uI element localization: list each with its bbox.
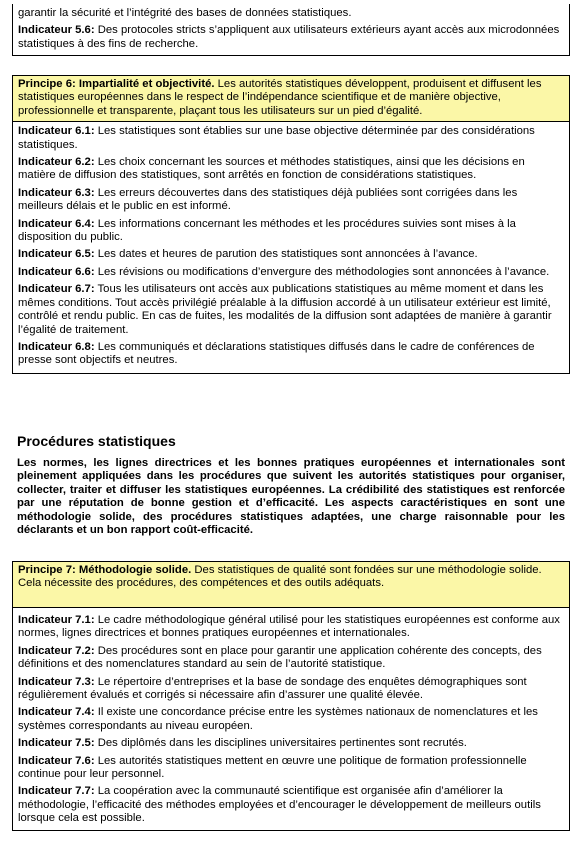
item-text: Des procédures sont en place pour garantir une application cohérente des concepts, des définitions et des nomenclatures standard au sein de l’autorité statistique. [18, 644, 542, 671]
list-item [13, 752, 569, 783]
item-label: Indicateur 6.8: [18, 340, 95, 353]
item-text: Le cadre méthodologique général utilisé pour les statistiques européennes est conforme aux normes, lignes directrices et bonnes pratiques européennes et internationales. [18, 614, 560, 640]
list-item [13, 734, 569, 751]
item-label: Indicateur 6.3: [18, 186, 95, 199]
item-text: Les statistiques sont établies sur une base objective déterminée par des considérations statistiques. [18, 125, 535, 151]
item-label: Indicateur 6.5: [18, 248, 95, 261]
item-label: Indicateur 7.6: [18, 754, 95, 767]
list-item [13, 245, 569, 262]
section-title: Procédures statistiques [17, 433, 176, 449]
item-text: Il existe une concordance précise entre les systèmes nationaux de nomenclatures et les systèmes correspondants au niveau européen. [18, 706, 538, 732]
list-item [13, 673, 569, 704]
list-item [13, 280, 569, 338]
list-item [13, 338, 569, 369]
principle-7-title: Principe 7: Méthodologie solide. [18, 564, 192, 576]
principle-7-header [13, 562, 569, 608]
list-item [13, 263, 569, 280]
item-label: Indicateur 7.5: [18, 737, 95, 750]
list-item [13, 782, 569, 826]
item-text: Les choix concernant les sources et méthodes statistiques, ainsi que les décisions en matière de diffusion des statistiques, sont arrêtés en fonction de considérations statistiques. [18, 156, 525, 182]
item-text: Les autorités statistiques mettent en œuvre une politique de formation professionnelle continue pour leur personnel. [18, 754, 527, 781]
item-text: La coopération avec la communauté scientifique est organisée afin d’améliorer la méthodologie, l’efficacité des méthodes employées et d’encourager le développement de meilleurs outils lorsque cela est possible. [18, 785, 541, 825]
list-item [13, 215, 569, 246]
list-item [13, 21, 569, 52]
list-item [13, 153, 569, 184]
list-item [13, 184, 569, 215]
list-item [13, 4, 569, 21]
item-text: Des protocoles stricts s’appliquent aux utilisateurs extérieurs ayant accès aux microdonnées statistiques à des fins de recherche. [18, 24, 560, 50]
principle-7-text: Des statistiques de qualité sont fondées sur une méthodologie solide. Cela nécessite des procédures, des compétences et des outils adéquats. [18, 564, 542, 590]
item-label: Indicateur 7.1: [18, 614, 95, 626]
item-text: Les dates et heures de parution des statistiques sont annoncées à l’avance. [94, 248, 478, 261]
principle-6-text: Les autorités statistiques développent, produisent et diffusent les statistiques européennes dans le respect de l’indépendance scientifique et de manière objective, professionnelle et transparente, plaçant tous les utilisateurs sur un pied d’égalité. [18, 78, 542, 117]
item-text: Les révisions ou modifications d’envergure des méthodologies sont annoncées à l’avance. [94, 265, 550, 278]
list-item [13, 122, 569, 153]
principle-6-header [13, 76, 569, 122]
item-label: Indicateur 5.6: [18, 24, 95, 37]
list-item [13, 703, 569, 734]
item-label: Indicateur 7.2: [18, 644, 95, 657]
principle-6-title: Principe 6: Impartialité et objectivité. [18, 78, 215, 90]
item-text: garantir la sécurité et l’intégrité des bases de données statistiques. [18, 7, 352, 19]
section-intro: Les normes, les lignes directrices et les bonnes pratiques européennes et internationales sont pleinement appliquées dans les procédures que suivent les autorités statistiques pour organiser, collecter, traiter et diffuser les statistiques européennes. La crédibilité des statistiques est renforcée par une réputation de bonne gestion et d’efficacité. Les aspects caractéristiques en sont une méthodologie solide, des procédures statistiques adaptées, une charge raisonnable pour les déclarants et un bon rapport coût-efficacité. [17, 457, 565, 537]
item-label: Indicateur 7.4: [18, 706, 95, 719]
item-label: Indicateur 7.3: [18, 675, 95, 688]
item-label: Indicateur 6.1: [18, 125, 95, 138]
item-label: Indicateur 6.2: [18, 156, 95, 169]
item-label: Indicateur 6.4: [18, 217, 95, 230]
principle-7-box [12, 561, 570, 831]
item-text: Les erreurs découvertes dans des statistiques déjà publiées sont corrigées dans les meilleurs délais et le public en est informé. [18, 186, 518, 213]
item-label: Indicateur 7.7: [18, 785, 95, 798]
item-text: Le répertoire d’entreprises et la base de sondage des enquêtes démographiques sont régulièrement évalués et corrigés si nécessaire afin d’assurer une qualité élevée. [18, 675, 527, 702]
list-item [13, 642, 569, 673]
principle-6-box [12, 75, 570, 374]
item-text: Des diplômés dans les disciplines universitaires pertinentes sont recrutés. [94, 737, 467, 750]
item-label: Indicateur 6.7: [18, 283, 95, 296]
top-box [12, 4, 570, 56]
list-item [13, 608, 569, 642]
item-text: Les communiqués et déclarations statistiques diffusés dans le cadre de conférences de presse sont objectifs et neutres. [18, 340, 535, 367]
item-label: Indicateur 6.6: [18, 265, 95, 278]
item-text: Les informations concernant les méthodes et les procédures suivies sont mises à la disposition du public. [18, 217, 516, 244]
item-text: Tous les utilisateurs ont accès aux publications statistiques au même moment et dans les mêmes conditions. Tout accès privilégié préalable à la diffusion accordé à un utilisateur extérieur est limité, contrôlé et rendu public. En cas de fuites, les modalités de la diffusion sont adaptées de manière à garantir l’égalité de traitement. [18, 283, 552, 336]
